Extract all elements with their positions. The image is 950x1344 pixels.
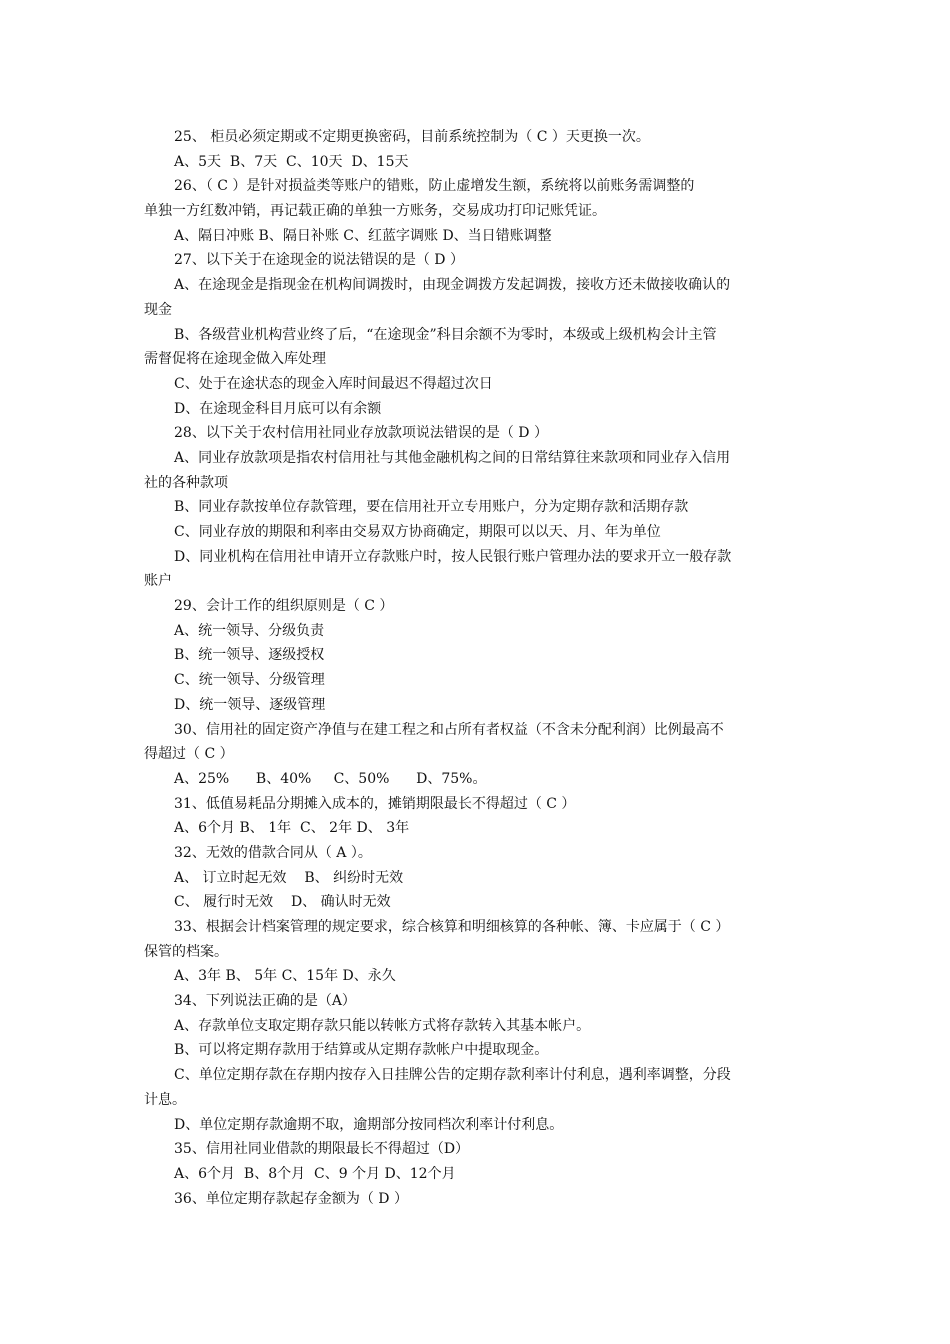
paragraph-line: C、 履行时无效 D、 确认时无效 [174,894,391,911]
paragraph-line: 25、 柜员必须定期或不定期更换密码，目前系统控制为（ C ）天更换一次。 [174,129,650,145]
paragraph-line: A、存款单位支取定期存款只能以转帐方式将存款转入其基本帐户。 [174,1017,591,1034]
paragraph-continuation-line: 计息。 [144,1091,186,1108]
paragraph-line: B、统一领导、逐级授权 [174,647,325,664]
paragraph-continuation-line: 需督促将在途现金做入库处理 [144,351,326,368]
paragraph-line: C、处于在途状态的现金入库时间最迟不得超过次日 [174,375,493,392]
paragraph-line: A、 订立时起无效 B、 纠纷时无效 [174,869,404,886]
paragraph-continuation-line: 保管的档案。 [144,943,228,960]
paragraph-line: A、隔日冲账 B、隔日补账 C、红蓝字调账 D、当日错账调整 [174,227,552,244]
paragraph-line: D、同业机构在信用社申请开立存款账户时，按人民银行账户管理办法的要求开立一般存款 [174,548,732,565]
paragraph-line: D、在途现金科目月底可以有余额 [174,400,382,417]
paragraph-line: 28、以下关于农村信用社同业存放款项说法错误的是（ D ） [174,425,548,442]
paragraph-continuation-line: 得超过（ C ） [144,746,234,763]
paragraph-line: A、25% B、40% C、50% D、75%。 [174,770,487,787]
paragraph-line: A、统一领导、分级负责 [174,622,325,639]
paragraph-line: 29、会计工作的组织原则是（ C ） [174,598,394,615]
paragraph-line: C、统一领导、分级管理 [174,672,325,689]
paragraph-line: 26、（ C ）是针对损益类等账户的错账，防止虚增发生额，系统将以前账务需调整的 [174,178,695,195]
paragraph-line: 34、下列说法正确的是（A） [174,993,356,1010]
paragraph-line: 27、以下关于在途现金的说法错误的是（ D ） [174,252,464,269]
paragraph-line: 31、低值易耗品分期摊入成本的，摊销期限最长不得超过（ C ） [174,795,576,812]
paragraph-line: D、统一领导、逐级管理 [174,696,326,713]
paragraph-line: B、同业存款按单位存款管理，要在信用社开立专用账户，分为定期存款和活期存款 [174,499,689,516]
paragraph-line: A、在途现金是指现金在机构间调拨时，由现金调拨方发起调拨，接收方还未做接收确认的 [174,277,731,294]
paragraph-line: A、6个月 B、8个月 C、9 个月 D、12个月 [174,1165,456,1182]
paragraph-line: D、单位定期存款逾期不取，逾期部分按同档次利率计付利息。 [174,1116,564,1133]
paragraph-continuation-line: 单独一方红数冲销，再记载正确的单独一方账务，交易成功打印记账凭证。 [144,203,606,220]
document-body [144,125,808,1211]
paragraph-line: 35、信用社同业借款的期限最长不得超过（D） [174,1141,470,1158]
paragraph-line: A、5天 B、7天 C、10天 D、15天 [174,153,409,170]
paragraph-continuation-line: 账户 [144,573,172,590]
paragraph-line: 36、单位定期存款起存金额为（ D ） [174,1190,408,1207]
paragraph-line: 32、无效的借款合同从（ A ）。 [174,844,372,861]
paragraph-line: A、3年 B、 5年 C、15年 D、永久 [174,968,396,985]
paragraph-line: B、可以将定期存款用于结算或从定期存款帐户中提取现金。 [174,1042,549,1059]
paragraph-line: 33、根据会计档案管理的规定要求，综合核算和明细核算的各种帐、簿、卡应属于（ C ） [174,919,730,935]
paragraph-line: A、6个月 B、 1年 C、 2年 D、 3年 [174,820,410,837]
paragraph-continuation-line: 现金 [144,301,172,318]
paragraph-line: A、同业存放款项是指农村信用社与其他金融机构之间的日常结算往来款项和同业存入信用 [174,449,731,466]
paragraph-line: B、各级营业机构营业终了后，“在途现金”科目余额不为零时，本级或上级机构会计主管 [174,326,717,343]
paragraph-line: 30、信用社的固定资产净值与在建工程之和占所有者权益（不含未分配利润）比例最高不 [174,721,724,738]
paragraph-line: C、单位定期存款在存期内按存入日挂牌公告的定期存款利率计付利息，遇利率调整，分段 [174,1067,731,1084]
paragraph-line: C、同业存放的期限和利率由交易双方协商确定，期限可以以天、月、年为单位 [174,524,661,540]
paragraph-continuation-line: 社的各种款项 [144,474,228,491]
